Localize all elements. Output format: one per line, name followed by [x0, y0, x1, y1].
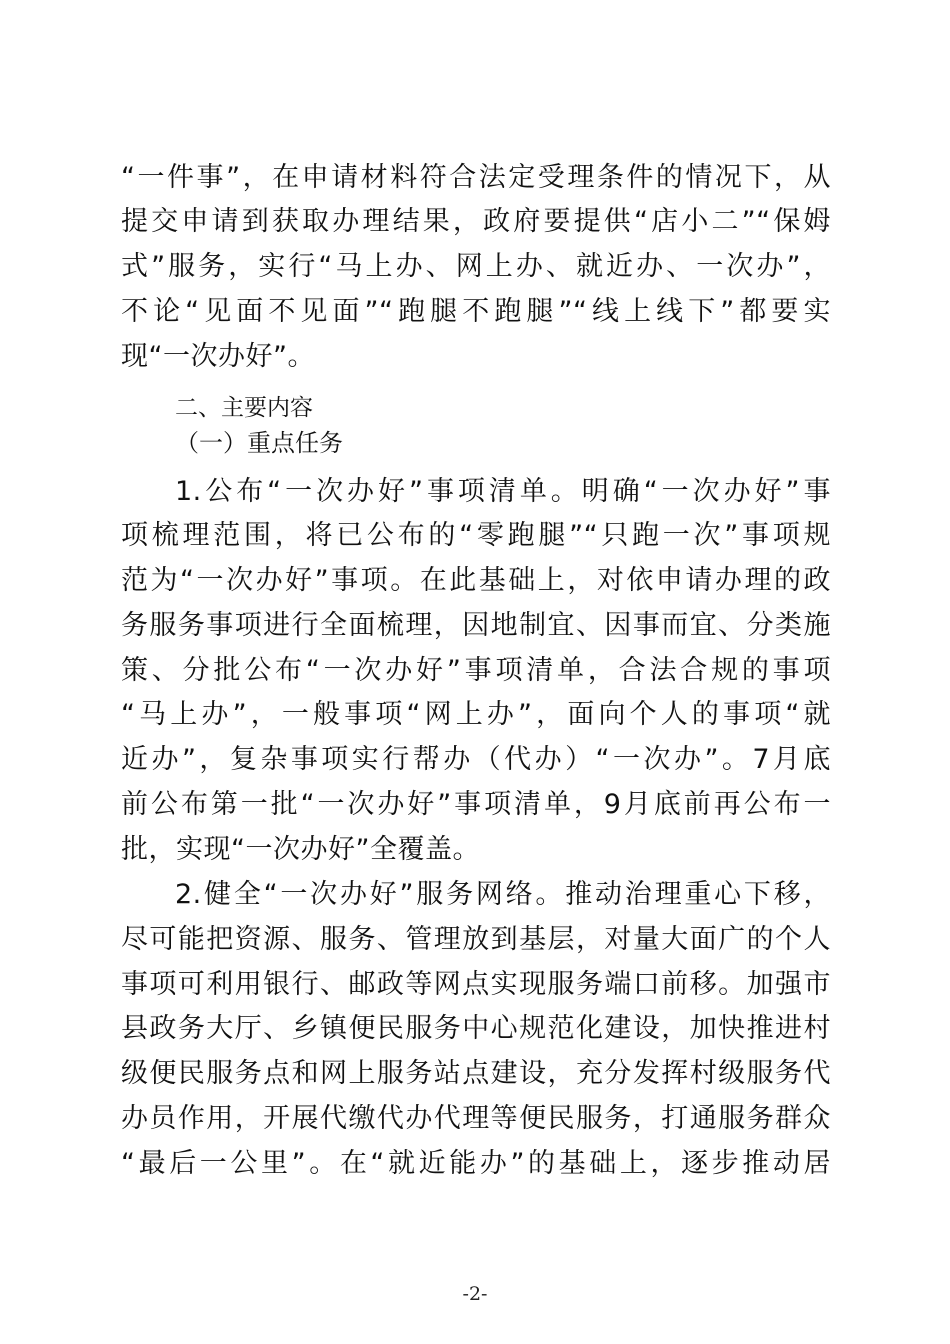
item2-line: “最后一公里”。在“就近能办”的基础上，逐步推动居 [121, 1148, 831, 1179]
item1-line: “马上办”，一般事项“网上办”，面向个人的事项“就 [121, 699, 831, 730]
paragraph-line: 现“一次办好”。 [121, 341, 315, 372]
paragraph-line: “一件事”，在申请材料符合法定受理条件的情况下，从 [121, 162, 831, 193]
item1-line: 近办”，复杂事项实行帮办（代办）“一次办”。7月底 [121, 744, 831, 775]
item2-line: 2.健全“一次办好”服务网络。推动治理重心下移， [175, 879, 831, 910]
subsection-heading: （一）重点任务 [175, 429, 343, 457]
item1-line: 1.公布“一次办好”事项清单。明确“一次办好”事 [175, 476, 831, 507]
item1-line: 范为“一次办好”事项。在此基础上，对依申请办理的政 [121, 565, 831, 596]
item2-line: 办员作用，开展代缴代办代理等便民服务，打通服务群众 [121, 1103, 831, 1134]
item2-line: 尽可能把资源、服务、管理放到基层，对量大面广的个人 [121, 924, 831, 955]
paragraph-line: 提交申请到获取办理结果，政府要提供“店小二”“保姆 [121, 206, 831, 237]
item2-line: 县政务大厅、乡镇便民服务中心规范化建设，加快推进村 [121, 1013, 831, 1044]
item1-line: 务服务事项进行全面梳理，因地制宜、因事而宜、分类施 [121, 610, 831, 641]
paragraph-line: 式”服务，实行“马上办、网上办、就近办、一次办”， [121, 251, 831, 282]
paragraph-line: 不论“见面不见面”“跑腿不跑腿”“线上线下”都要实 [121, 296, 831, 327]
section-heading: 二、主要内容 [175, 395, 313, 421]
page-number: -2- [462, 1283, 488, 1305]
item1-line: 批，实现“一次办好”全覆盖。 [121, 834, 480, 865]
item1-line: 策、分批公布“一次办好”事项清单，合法合规的事项 [121, 655, 831, 686]
item1-line: 项梳理范围，将已公布的“零跑腿”“只跑一次”事项规 [121, 520, 831, 551]
item2-line: 级便民服务点和网上服务站点建设，充分发挥村级服务代 [121, 1058, 831, 1089]
item2-line: 事项可利用银行、邮政等网点实现服务端口前移。加强市 [121, 969, 831, 1000]
item1-line: 前公布第一批“一次办好”事项清单，9月底前再公布一 [121, 789, 831, 820]
